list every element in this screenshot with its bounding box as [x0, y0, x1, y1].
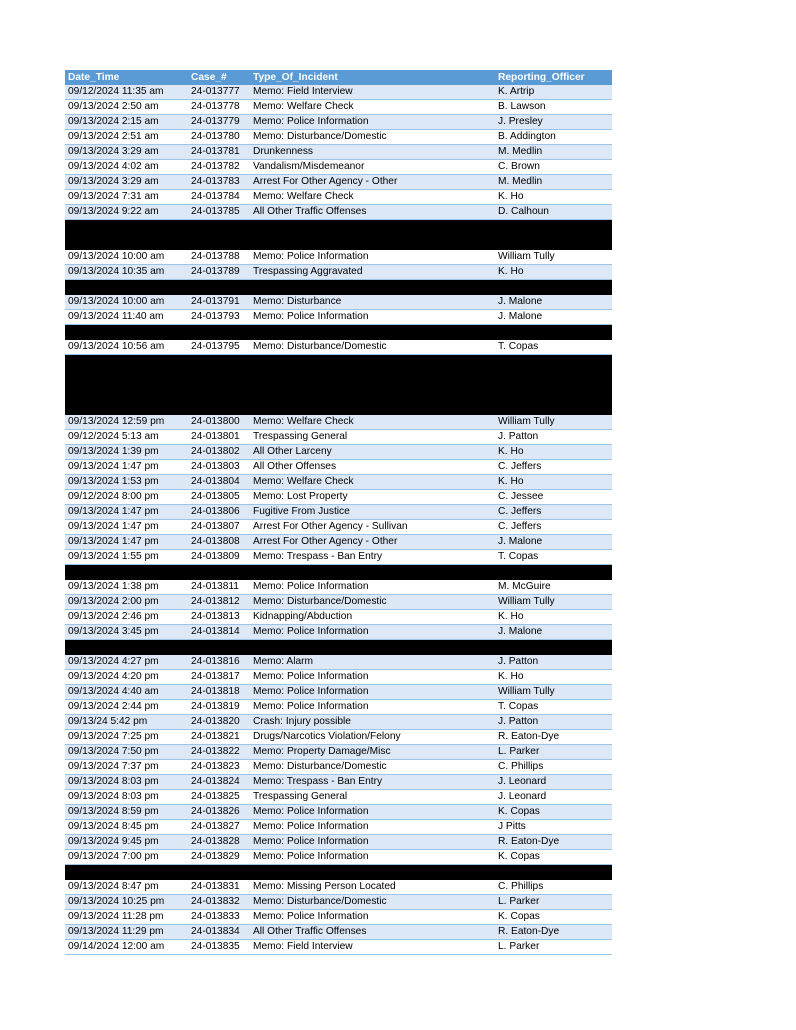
- redacted-row: [65, 235, 612, 250]
- cell-type-of-incident: Memo: Disturbance: [250, 295, 495, 310]
- cell-type-of-incident: Memo: Field Interview: [250, 85, 495, 100]
- redaction-bar: [188, 385, 250, 400]
- cell-reporting-officer: William Tully: [495, 415, 612, 430]
- cell-type-of-incident: Memo: Police Information: [250, 685, 495, 700]
- cell-case-number: 24-013835: [188, 940, 250, 955]
- redacted-row: [65, 640, 612, 655]
- cell-date-time: 09/13/2024 1:53 pm: [65, 475, 188, 490]
- cell-reporting-officer: J. Patton: [495, 430, 612, 445]
- cell-case-number: 24-013826: [188, 805, 250, 820]
- table-row: [65, 730, 612, 745]
- cell-date-time: 09/13/2024 3:29 am: [65, 145, 188, 160]
- cell-type-of-incident: Fugitive From Justice: [250, 505, 495, 520]
- cell-case-number: 24-013827: [188, 820, 250, 835]
- redaction-bar: [188, 355, 250, 370]
- cell-date-time: 09/13/2024 10:00 am: [65, 295, 188, 310]
- cell-reporting-officer: J. Malone: [495, 625, 612, 640]
- table-header: [65, 70, 612, 85]
- redaction-bar: [65, 385, 188, 400]
- cell-date-time: 09/13/2024 11:28 pm: [65, 910, 188, 925]
- redaction-bar: [65, 220, 188, 235]
- cell-case-number: 24-013808: [188, 535, 250, 550]
- cell-case-number: 24-013788: [188, 250, 250, 265]
- cell-case-number: 24-013823: [188, 760, 250, 775]
- redaction-bar: [495, 235, 612, 250]
- cell-case-number: 24-013779: [188, 115, 250, 130]
- table-row: [65, 460, 612, 475]
- cell-case-number: 24-013801: [188, 430, 250, 445]
- cell-case-number: 24-013789: [188, 265, 250, 280]
- cell-date-time: 09/13/2024 3:29 am: [65, 175, 188, 190]
- redaction-bar: [495, 400, 612, 415]
- redaction-bar: [495, 640, 612, 655]
- table-row: [65, 610, 612, 625]
- cell-type-of-incident: Memo: Trespass - Ban Entry: [250, 550, 495, 565]
- cell-case-number: 24-013780: [188, 130, 250, 145]
- cell-case-number: 24-013825: [188, 790, 250, 805]
- cell-date-time: 09/13/2024 8:03 pm: [65, 775, 188, 790]
- cell-type-of-incident: Kidnapping/Abduction: [250, 610, 495, 625]
- cell-type-of-incident: Trespassing General: [250, 790, 495, 805]
- cell-type-of-incident: Arrest For Other Agency - Sullivan: [250, 520, 495, 535]
- cell-case-number: 24-013822: [188, 745, 250, 760]
- cell-date-time: 09/13/2024 2:00 pm: [65, 595, 188, 610]
- redaction-bar: [65, 235, 188, 250]
- cell-case-number: 24-013807: [188, 520, 250, 535]
- redaction-bar: [495, 865, 612, 880]
- redaction-bar: [188, 865, 250, 880]
- cell-type-of-incident: Vandalism/Misdemeanor: [250, 160, 495, 175]
- redaction-bar: [65, 325, 188, 340]
- cell-reporting-officer: C. Jeffers: [495, 505, 612, 520]
- table-row: [65, 820, 612, 835]
- table-row: [65, 340, 612, 355]
- redaction-bar: [495, 370, 612, 385]
- cell-type-of-incident: Memo: Welfare Check: [250, 475, 495, 490]
- cell-date-time: 09/13/2024 7:31 am: [65, 190, 188, 205]
- table-row: [65, 130, 612, 145]
- cell-type-of-incident: Memo: Police Information: [250, 250, 495, 265]
- cell-reporting-officer: K. Ho: [495, 265, 612, 280]
- redacted-row: [65, 325, 612, 340]
- cell-reporting-officer: C. Brown: [495, 160, 612, 175]
- cell-case-number: 24-013828: [188, 835, 250, 850]
- redaction-bar: [250, 355, 495, 370]
- cell-reporting-officer: R. Eaton-Dye: [495, 835, 612, 850]
- redacted-row: [65, 355, 612, 370]
- cell-type-of-incident: Memo: Welfare Check: [250, 100, 495, 115]
- cell-reporting-officer: J. Patton: [495, 715, 612, 730]
- table-row: [65, 205, 612, 220]
- cell-case-number: 24-013777: [188, 85, 250, 100]
- cell-reporting-officer: C. Jeffers: [495, 460, 612, 475]
- cell-type-of-incident: Memo: Police Information: [250, 115, 495, 130]
- table-row: [65, 850, 612, 865]
- cell-date-time: 09/13/2024 8:47 pm: [65, 880, 188, 895]
- cell-type-of-incident: Memo: Police Information: [250, 835, 495, 850]
- cell-type-of-incident: Crash: Injury possible: [250, 715, 495, 730]
- cell-date-time: 09/12/2024 11:35 am: [65, 85, 188, 100]
- redaction-bar: [65, 355, 188, 370]
- table-row: [65, 445, 612, 460]
- redaction-bar: [495, 565, 612, 580]
- cell-reporting-officer: William Tully: [495, 685, 612, 700]
- cell-reporting-officer: J. Leonard: [495, 790, 612, 805]
- redaction-bar: [65, 370, 188, 385]
- table-row: [65, 745, 612, 760]
- cell-type-of-incident: Memo: Disturbance/Domestic: [250, 760, 495, 775]
- cell-type-of-incident: Memo: Police Information: [250, 310, 495, 325]
- cell-date-time: 09/12/2024 8:00 pm: [65, 490, 188, 505]
- table-row: [65, 250, 612, 265]
- header-date-time: Date_Time: [65, 70, 188, 85]
- cell-type-of-incident: Memo: Property Damage/Misc: [250, 745, 495, 760]
- cell-type-of-incident: Trespassing General: [250, 430, 495, 445]
- cell-case-number: 24-013814: [188, 625, 250, 640]
- cell-reporting-officer: B. Addington: [495, 130, 612, 145]
- cell-type-of-incident: Drugs/Narcotics Violation/Felony: [250, 730, 495, 745]
- cell-date-time: 09/14/2024 12:00 am: [65, 940, 188, 955]
- cell-date-time: 09/13/2024 1:47 pm: [65, 520, 188, 535]
- cell-date-time: 09/13/2024 7:00 pm: [65, 850, 188, 865]
- cell-type-of-incident: All Other Offenses: [250, 460, 495, 475]
- table-row: [65, 835, 612, 850]
- cell-reporting-officer: K. Copas: [495, 910, 612, 925]
- table-row: [65, 595, 612, 610]
- cell-reporting-officer: K. Ho: [495, 475, 612, 490]
- cell-date-time: 09/13/2024 1:38 pm: [65, 580, 188, 595]
- redaction-bar: [250, 400, 495, 415]
- cell-case-number: 24-013829: [188, 850, 250, 865]
- cell-reporting-officer: C. Phillips: [495, 880, 612, 895]
- cell-case-number: 24-013821: [188, 730, 250, 745]
- redaction-bar: [188, 400, 250, 415]
- cell-date-time: 09/13/2024 12:59 pm: [65, 415, 188, 430]
- cell-type-of-incident: Memo: Police Information: [250, 580, 495, 595]
- cell-date-time: 09/13/2024 4:20 pm: [65, 670, 188, 685]
- cell-type-of-incident: Memo: Police Information: [250, 910, 495, 925]
- cell-case-number: 24-013782: [188, 160, 250, 175]
- cell-date-time: 09/13/2024 1:39 pm: [65, 445, 188, 460]
- redaction-bar: [188, 565, 250, 580]
- cell-type-of-incident: Memo: Welfare Check: [250, 415, 495, 430]
- table-row: [65, 175, 612, 190]
- cell-type-of-incident: Memo: Disturbance/Domestic: [250, 895, 495, 910]
- table-row: [65, 160, 612, 175]
- cell-date-time: 09/13/2024 2:46 pm: [65, 610, 188, 625]
- cell-reporting-officer: K. Ho: [495, 610, 612, 625]
- cell-date-time: 09/13/2024 2:50 am: [65, 100, 188, 115]
- redaction-bar: [188, 235, 250, 250]
- cell-case-number: 24-013832: [188, 895, 250, 910]
- cell-date-time: 09/13/2024 10:00 am: [65, 250, 188, 265]
- cell-date-time: 09/13/2024 8:03 pm: [65, 790, 188, 805]
- cell-date-time: 09/13/2024 9:22 am: [65, 205, 188, 220]
- table-row: [65, 700, 612, 715]
- table-row: [65, 625, 612, 640]
- cell-type-of-incident: Memo: Police Information: [250, 700, 495, 715]
- table-row: [65, 430, 612, 445]
- cell-date-time: 09/12/2024 5:13 am: [65, 430, 188, 445]
- cell-reporting-officer: K. Ho: [495, 670, 612, 685]
- cell-case-number: 24-013804: [188, 475, 250, 490]
- cell-case-number: 24-013833: [188, 910, 250, 925]
- cell-case-number: 24-013816: [188, 655, 250, 670]
- cell-date-time: 09/13/2024 11:29 pm: [65, 925, 188, 940]
- cell-type-of-incident: Trespassing Aggravated: [250, 265, 495, 280]
- cell-type-of-incident: Memo: Disturbance/Domestic: [250, 595, 495, 610]
- redacted-row: [65, 370, 612, 385]
- cell-type-of-incident: Memo: Missing Person Located: [250, 880, 495, 895]
- table-row: [65, 760, 612, 775]
- redaction-bar: [250, 280, 495, 295]
- cell-reporting-officer: William Tully: [495, 250, 612, 265]
- cell-date-time: 09/13/2024 1:47 pm: [65, 535, 188, 550]
- cell-reporting-officer: C. Phillips: [495, 760, 612, 775]
- redaction-bar: [188, 640, 250, 655]
- cell-type-of-incident: Memo: Alarm: [250, 655, 495, 670]
- cell-date-time: 09/13/2024 9:45 pm: [65, 835, 188, 850]
- cell-date-time: 09/13/2024 10:25 pm: [65, 895, 188, 910]
- redaction-bar: [188, 280, 250, 295]
- table-row: [65, 520, 612, 535]
- redaction-bar: [188, 370, 250, 385]
- table-row: [65, 655, 612, 670]
- cell-case-number: 24-013824: [188, 775, 250, 790]
- cell-reporting-officer: K. Ho: [495, 190, 612, 205]
- cell-reporting-officer: J. Malone: [495, 535, 612, 550]
- cell-type-of-incident: Memo: Disturbance/Domestic: [250, 340, 495, 355]
- table-row: [65, 685, 612, 700]
- table-row: [65, 115, 612, 130]
- table-row: [65, 415, 612, 430]
- cell-type-of-incident: Memo: Police Information: [250, 805, 495, 820]
- cell-date-time: 09/13/2024 11:40 am: [65, 310, 188, 325]
- redaction-bar: [250, 640, 495, 655]
- cell-reporting-officer: C. Jessee: [495, 490, 612, 505]
- cell-type-of-incident: Arrest For Other Agency - Other: [250, 175, 495, 190]
- cell-type-of-incident: Memo: Field Interview: [250, 940, 495, 955]
- cell-reporting-officer: M. Medlin: [495, 145, 612, 160]
- redaction-bar: [495, 385, 612, 400]
- table-row: [65, 550, 612, 565]
- cell-reporting-officer: J. Patton: [495, 655, 612, 670]
- redaction-bar: [65, 640, 188, 655]
- cell-case-number: 24-013809: [188, 550, 250, 565]
- header-case-number: Case_#: [188, 70, 250, 85]
- header-row: [65, 70, 612, 85]
- cell-type-of-incident: All Other Larceny: [250, 445, 495, 460]
- cell-reporting-officer: M. McGuire: [495, 580, 612, 595]
- cell-type-of-incident: Memo: Police Information: [250, 850, 495, 865]
- redaction-bar: [65, 865, 188, 880]
- cell-reporting-officer: L. Parker: [495, 940, 612, 955]
- cell-case-number: 24-013817: [188, 670, 250, 685]
- table-row: [65, 190, 612, 205]
- redaction-bar: [250, 865, 495, 880]
- table-row: [65, 910, 612, 925]
- cell-case-number: 24-013793: [188, 310, 250, 325]
- cell-reporting-officer: L. Parker: [495, 895, 612, 910]
- cell-case-number: 24-013784: [188, 190, 250, 205]
- cell-case-number: 24-013791: [188, 295, 250, 310]
- table-row: [65, 490, 612, 505]
- table-row: [65, 310, 612, 325]
- cell-case-number: 24-013820: [188, 715, 250, 730]
- redaction-bar: [495, 355, 612, 370]
- cell-case-number: 24-013783: [188, 175, 250, 190]
- table-row: [65, 925, 612, 940]
- cell-case-number: 24-013806: [188, 505, 250, 520]
- header-type-of-incident: Type_Of_Incident: [250, 70, 495, 85]
- redaction-bar: [250, 565, 495, 580]
- cell-reporting-officer: K. Copas: [495, 805, 612, 820]
- redaction-bar: [250, 385, 495, 400]
- cell-date-time: 09/13/2024 2:44 pm: [65, 700, 188, 715]
- cell-reporting-officer: M. Medlin: [495, 175, 612, 190]
- redaction-bar: [250, 370, 495, 385]
- cell-date-time: 09/13/2024 1:47 pm: [65, 460, 188, 475]
- cell-reporting-officer: L. Parker: [495, 745, 612, 760]
- redaction-bar: [250, 325, 495, 340]
- cell-type-of-incident: Memo: Police Information: [250, 625, 495, 640]
- cell-date-time: 09/13/2024 7:50 pm: [65, 745, 188, 760]
- cell-date-time: 09/13/2024 2:51 am: [65, 130, 188, 145]
- cell-case-number: 24-013811: [188, 580, 250, 595]
- incident-log-table: [65, 70, 612, 955]
- redacted-row: [65, 220, 612, 235]
- redaction-bar: [495, 220, 612, 235]
- cell-reporting-officer: T. Copas: [495, 550, 612, 565]
- cell-type-of-incident: Drunkenness: [250, 145, 495, 160]
- table-row: [65, 145, 612, 160]
- cell-reporting-officer: K. Artrip: [495, 85, 612, 100]
- cell-reporting-officer: R. Eaton-Dye: [495, 925, 612, 940]
- cell-date-time: 09/13/2024 8:59 pm: [65, 805, 188, 820]
- cell-case-number: 24-013795: [188, 340, 250, 355]
- cell-case-number: 24-013805: [188, 490, 250, 505]
- table-row: [65, 670, 612, 685]
- cell-reporting-officer: J. Malone: [495, 295, 612, 310]
- cell-type-of-incident: All Other Traffic Offenses: [250, 205, 495, 220]
- cell-type-of-incident: Memo: Police Information: [250, 820, 495, 835]
- cell-reporting-officer: C. Jeffers: [495, 520, 612, 535]
- redaction-bar: [495, 280, 612, 295]
- cell-case-number: 24-013812: [188, 595, 250, 610]
- cell-reporting-officer: J Pitts: [495, 820, 612, 835]
- cell-reporting-officer: William Tully: [495, 595, 612, 610]
- cell-case-number: 24-013802: [188, 445, 250, 460]
- cell-case-number: 24-013800: [188, 415, 250, 430]
- redaction-bar: [188, 325, 250, 340]
- redaction-bar: [495, 325, 612, 340]
- table-row: [65, 895, 612, 910]
- redacted-row: [65, 400, 612, 415]
- cell-date-time: 09/13/2024 10:56 am: [65, 340, 188, 355]
- table-row: [65, 940, 612, 955]
- cell-date-time: 09/13/2024 4:27 pm: [65, 655, 188, 670]
- cell-case-number: 24-013785: [188, 205, 250, 220]
- redacted-row: [65, 565, 612, 580]
- cell-case-number: 24-013831: [188, 880, 250, 895]
- cell-reporting-officer: J. Leonard: [495, 775, 612, 790]
- cell-date-time: 09/13/2024 1:47 pm: [65, 505, 188, 520]
- cell-date-time: 09/13/2024 10:35 am: [65, 265, 188, 280]
- redaction-bar: [250, 220, 495, 235]
- cell-type-of-incident: Memo: Trespass - Ban Entry: [250, 775, 495, 790]
- cell-reporting-officer: T. Copas: [495, 340, 612, 355]
- cell-reporting-officer: K. Ho: [495, 445, 612, 460]
- table-body: [65, 85, 612, 955]
- header-reporting-officer: Reporting_Officer: [495, 70, 612, 85]
- cell-case-number: 24-013819: [188, 700, 250, 715]
- table-row: [65, 475, 612, 490]
- redacted-row: [65, 865, 612, 880]
- cell-type-of-incident: All Other Traffic Offenses: [250, 925, 495, 940]
- cell-case-number: 24-013778: [188, 100, 250, 115]
- table-row: [65, 85, 612, 100]
- cell-date-time: 09/13/2024 4:02 am: [65, 160, 188, 175]
- table-row: [65, 715, 612, 730]
- table-row: [65, 505, 612, 520]
- cell-reporting-officer: D. Calhoun: [495, 205, 612, 220]
- cell-case-number: 24-013818: [188, 685, 250, 700]
- table-row: [65, 580, 612, 595]
- cell-reporting-officer: T. Copas: [495, 700, 612, 715]
- cell-date-time: 09/13/2024 7:25 pm: [65, 730, 188, 745]
- cell-date-time: 09/13/2024 8:45 pm: [65, 820, 188, 835]
- redaction-bar: [65, 400, 188, 415]
- table-row: [65, 100, 612, 115]
- cell-reporting-officer: B. Lawson: [495, 100, 612, 115]
- cell-case-number: 24-013813: [188, 610, 250, 625]
- redaction-bar: [250, 235, 495, 250]
- cell-reporting-officer: J. Malone: [495, 310, 612, 325]
- cell-date-time: 09/13/2024 3:45 pm: [65, 625, 188, 640]
- cell-date-time: 09/13/2024 4:40 am: [65, 685, 188, 700]
- cell-type-of-incident: Memo: Welfare Check: [250, 190, 495, 205]
- table-row: [65, 790, 612, 805]
- table-row: [65, 535, 612, 550]
- redaction-bar: [65, 280, 188, 295]
- cell-reporting-officer: J. Presley: [495, 115, 612, 130]
- table-row: [65, 295, 612, 310]
- cell-date-time: 09/13/2024 1:55 pm: [65, 550, 188, 565]
- cell-case-number: 24-013781: [188, 145, 250, 160]
- table-row: [65, 265, 612, 280]
- redacted-row: [65, 385, 612, 400]
- redaction-bar: [65, 565, 188, 580]
- cell-type-of-incident: Arrest For Other Agency - Other: [250, 535, 495, 550]
- redacted-row: [65, 280, 612, 295]
- redaction-bar: [188, 220, 250, 235]
- table-row: [65, 775, 612, 790]
- cell-reporting-officer: K. Copas: [495, 850, 612, 865]
- cell-case-number: 24-013803: [188, 460, 250, 475]
- cell-reporting-officer: R. Eaton-Dye: [495, 730, 612, 745]
- cell-type-of-incident: Memo: Lost Property: [250, 490, 495, 505]
- cell-date-time: 09/13/24 5:42 pm: [65, 715, 188, 730]
- cell-type-of-incident: Memo: Police Information: [250, 670, 495, 685]
- cell-date-time: 09/13/2024 7:37 pm: [65, 760, 188, 775]
- cell-date-time: 09/13/2024 2:15 am: [65, 115, 188, 130]
- table-row: [65, 805, 612, 820]
- table-row: [65, 880, 612, 895]
- cell-type-of-incident: Memo: Disturbance/Domestic: [250, 130, 495, 145]
- cell-case-number: 24-013834: [188, 925, 250, 940]
